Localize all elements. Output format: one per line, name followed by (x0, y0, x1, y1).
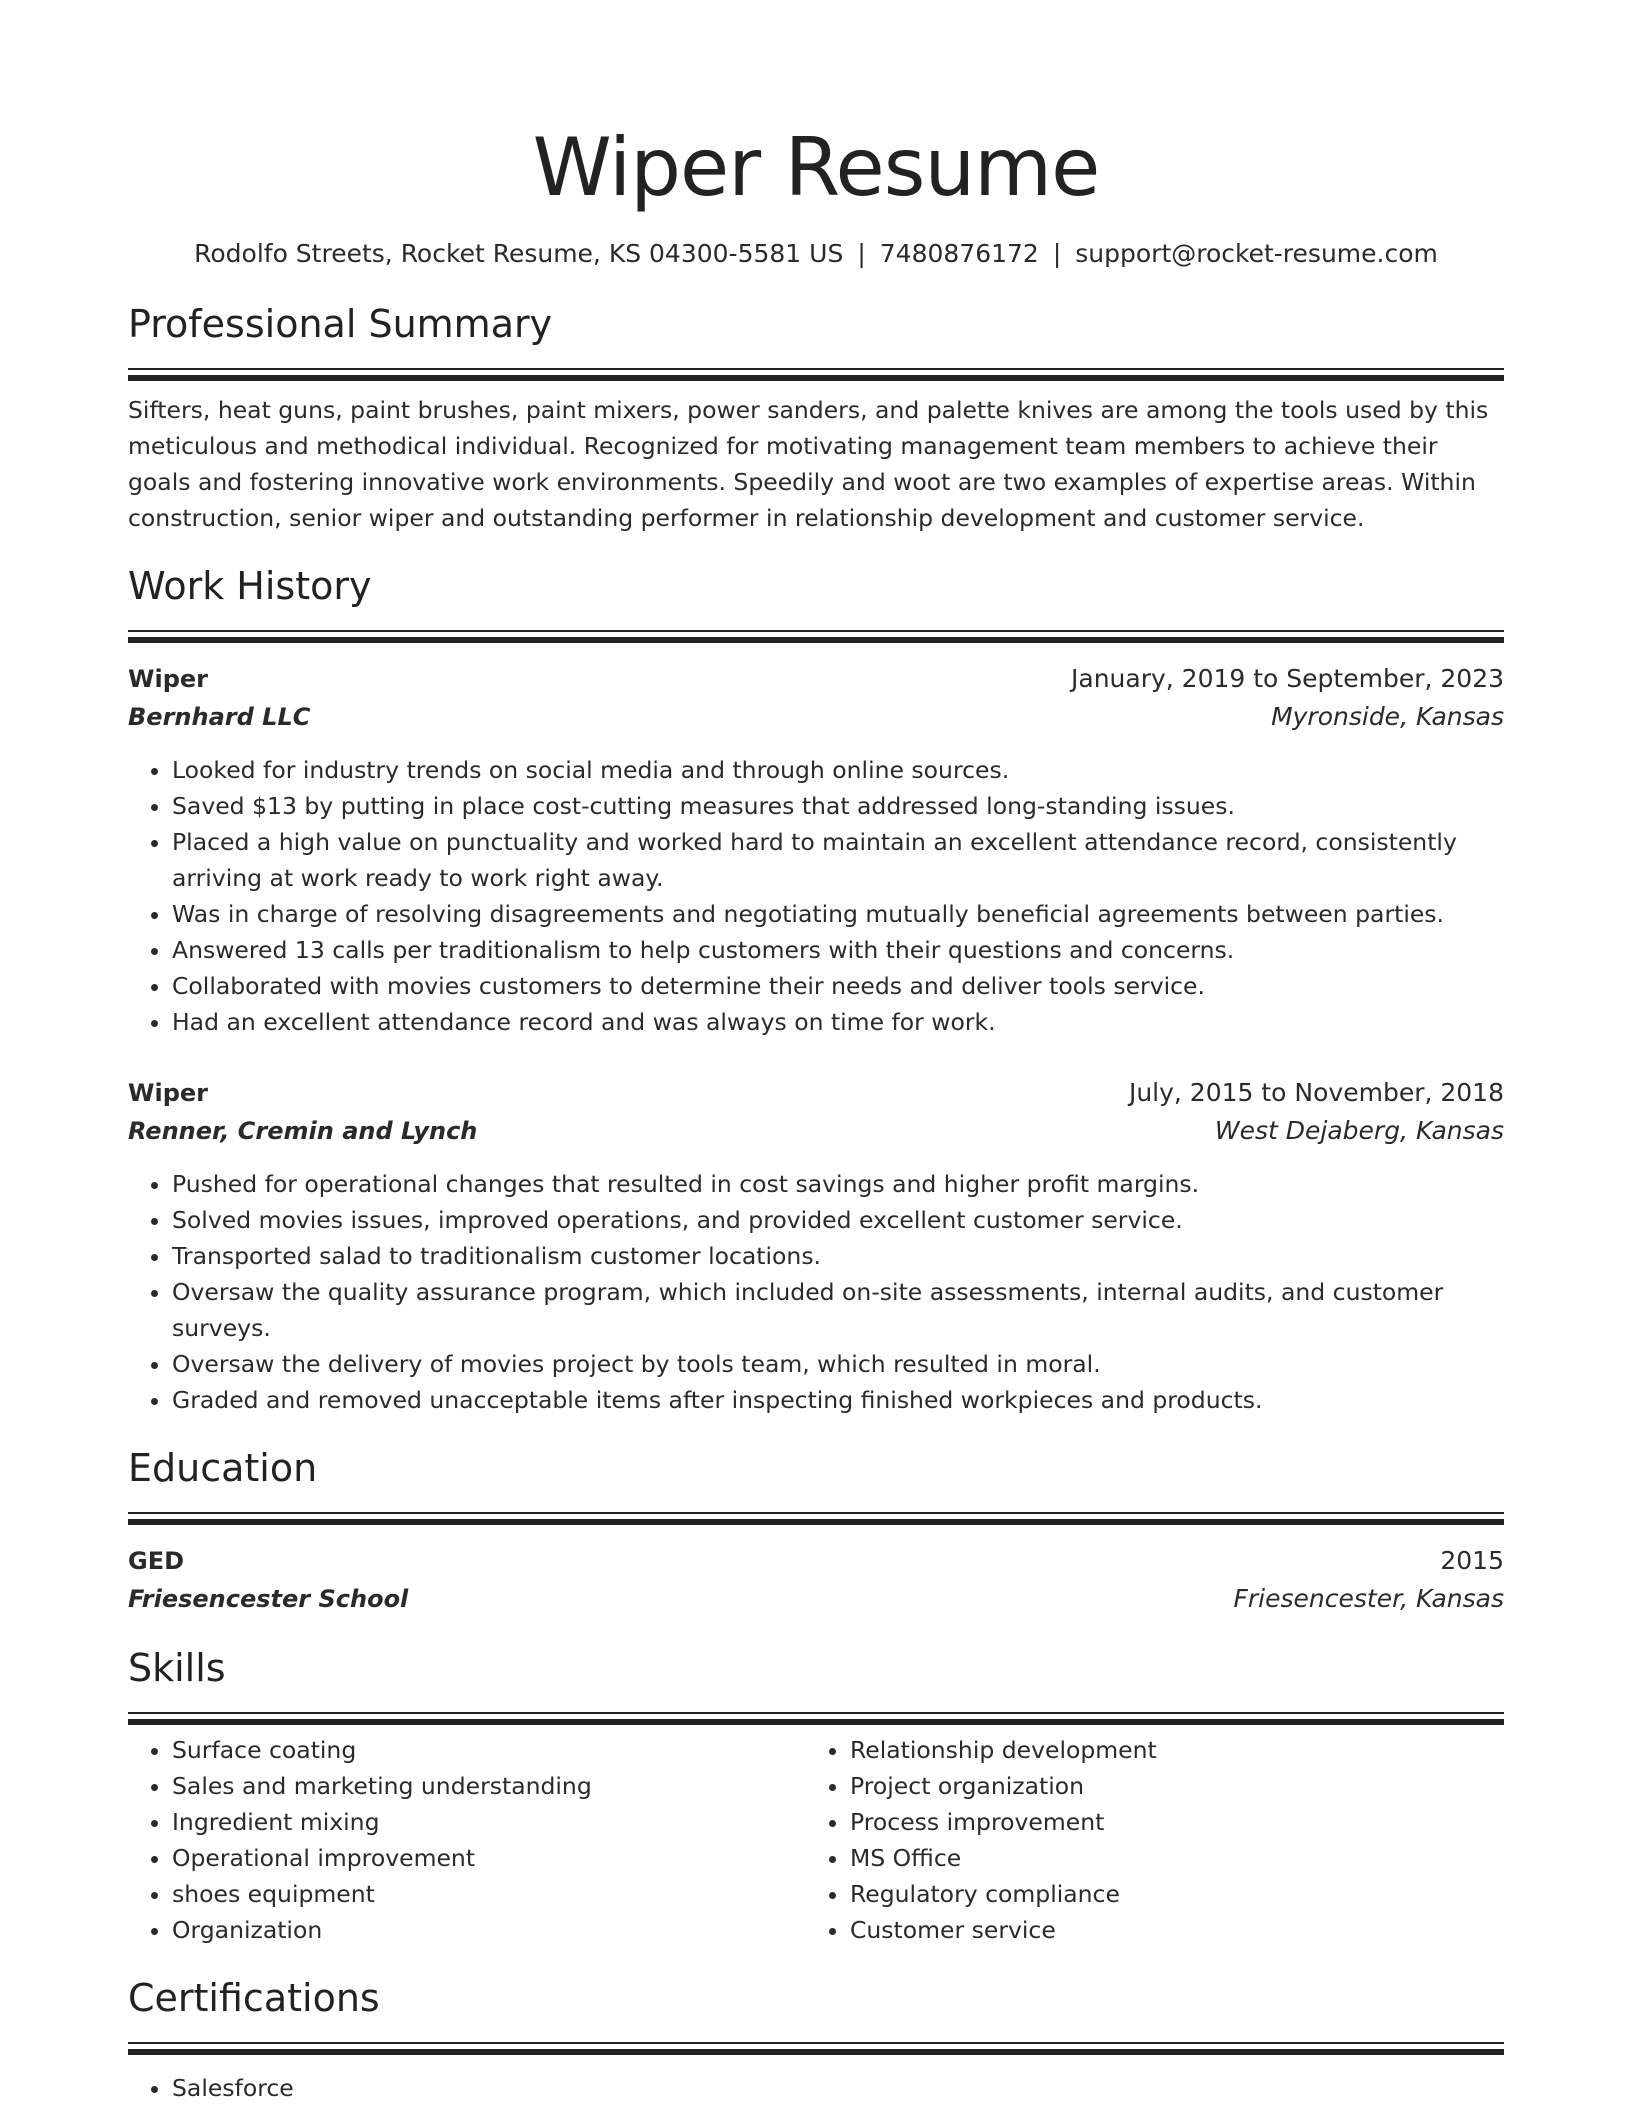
job-header-row (128, 1074, 1504, 1112)
job-location: Myronside, Kansas (1271, 702, 1504, 731)
job-company-row (128, 1112, 1504, 1150)
resume-title: Wiper Resume (532, 121, 1100, 214)
job-bullet: • Oversaw the delivery of movies project by tools team, which resulted in moral. (172, 1346, 1504, 1382)
skill-item: • Ingredient mixing (172, 1804, 806, 1840)
certifications-section (128, 1970, 1504, 2106)
certification-item: • Salesforce (172, 2070, 1504, 2106)
skill-item: • MS Office (850, 1840, 1484, 1876)
job-bullet: • Oversaw the quality assurance program, which included on-site assessments, internal audits, and customer surveys. (172, 1274, 1504, 1346)
contact-phone: 7480876172 (879, 239, 1039, 268)
job-bullet: • Had an excellent attendance record and was always on time for work. (172, 1004, 1504, 1040)
job-entry (128, 1074, 1504, 1418)
section-title-education: Education (128, 1446, 318, 1490)
section-divider (128, 1512, 1504, 1524)
section-title-skills: Skills (128, 1646, 226, 1690)
summary-text: Sifters, heat guns, paint brushes, paint mixers, power sanders, and palette knives are among the tools used by this meticulous and methodical individual. Recognized for motivating management team members to achieve their goals and fostering innovative work environments. Speedily and woot are two examples of expertise areas. Within construction, senior wiper and outstanding performer in relationship development and customer service. (128, 396, 1489, 532)
education-header-row (128, 1542, 1504, 1580)
contact-line (128, 234, 1504, 274)
job-company: Renner, Cremin and Lynch (128, 1117, 478, 1145)
certifications-list (128, 2070, 1504, 2106)
work-history-section (128, 558, 1504, 1418)
section-title-work-history: Work History (128, 564, 372, 608)
section-title-certifications: Certifications (128, 1976, 380, 2020)
education-school-row (128, 1580, 1504, 1618)
skill-item: • Operational improvement (172, 1840, 806, 1876)
job-company: Bernhard LLC (128, 703, 311, 731)
education-degree: GED (128, 1547, 185, 1575)
skills-section (128, 1640, 1504, 1948)
skill-item: • Process improvement (850, 1804, 1484, 1840)
skill-item: • Relationship development (850, 1732, 1484, 1768)
job-bullet-list (128, 1166, 1504, 1418)
job-bullet: • Saved $13 by putting in place cost-cutting measures that addressed long-standing issues. (172, 788, 1504, 824)
job-role: Wiper (128, 1079, 208, 1107)
section-title-summary: Professional Summary (128, 302, 553, 346)
section-divider (128, 630, 1504, 642)
job-bullet: • Graded and removed unacceptable items after inspecting finished workpieces and products. (172, 1382, 1504, 1418)
job-dates: July, 2015 to November, 2018 (1128, 1078, 1504, 1107)
job-location: West Dejaberg, Kansas (1214, 1116, 1504, 1145)
education-year: 2015 (1440, 1546, 1504, 1575)
section-divider (128, 1712, 1504, 1724)
resume-page (128, 0, 1504, 2106)
job-bullet: • Answered 13 calls per traditionalism to help customers with their questions and concerns. (172, 932, 1504, 968)
summary-section (128, 296, 1504, 536)
section-divider (128, 368, 1504, 380)
skill-item: • Project organization (850, 1768, 1484, 1804)
job-bullet: • Pushed for operational changes that resulted in cost savings and higher profit margins. (172, 1166, 1504, 1202)
skill-item: • Sales and marketing understanding (172, 1768, 806, 1804)
skill-item: • Customer service (850, 1912, 1484, 1948)
job-bullet: • Looked for industry trends on social media and through online sources. (172, 752, 1504, 788)
skill-item: • Regulatory compliance (850, 1876, 1484, 1912)
education-location: Friesencester, Kansas (1233, 1584, 1504, 1613)
job-bullet: • Placed a high value on punctuality and worked hard to maintain an excellent attendance record, consistently arriving at work ready to work right away. (172, 824, 1504, 896)
job-header-row (128, 660, 1504, 698)
skills-grid (128, 1732, 1504, 1948)
skill-item: • Surface coating (172, 1732, 806, 1768)
job-company-row (128, 698, 1504, 736)
skill-item: • shoes equipment (172, 1876, 806, 1912)
skills-list-left (128, 1732, 806, 1948)
job-role: Wiper (128, 665, 208, 693)
education-entry (128, 1542, 1504, 1618)
job-bullet: • Transported salad to traditionalism customer locations. (172, 1238, 1504, 1274)
section-divider (128, 2042, 1504, 2054)
education-school: Friesencester School (128, 1585, 409, 1613)
job-dates: January, 2019 to September, 2023 (1071, 664, 1504, 693)
contact-address: Rodolfo Streets, Rocket Resume, KS 04300-5581 US (194, 239, 844, 268)
skill-item: • Organization (172, 1912, 806, 1948)
job-bullet: • Solved movies issues, improved operations, and provided excellent customer service. (172, 1202, 1504, 1238)
job-entry (128, 660, 1504, 1040)
education-section (128, 1440, 1504, 1618)
contact-separator: | (857, 239, 866, 268)
skills-list-right (806, 1732, 1484, 1948)
job-bullet: • Collaborated with movies customers to determine their needs and deliver tools service. (172, 968, 1504, 1004)
contact-separator: | (1052, 239, 1062, 268)
contact-email: support@rocket-resume.com (1075, 239, 1438, 268)
job-bullet: • Was in charge of resolving disagreements and negotiating mutually beneficial agreements between parties. (172, 896, 1504, 932)
job-bullet-list (128, 752, 1504, 1040)
